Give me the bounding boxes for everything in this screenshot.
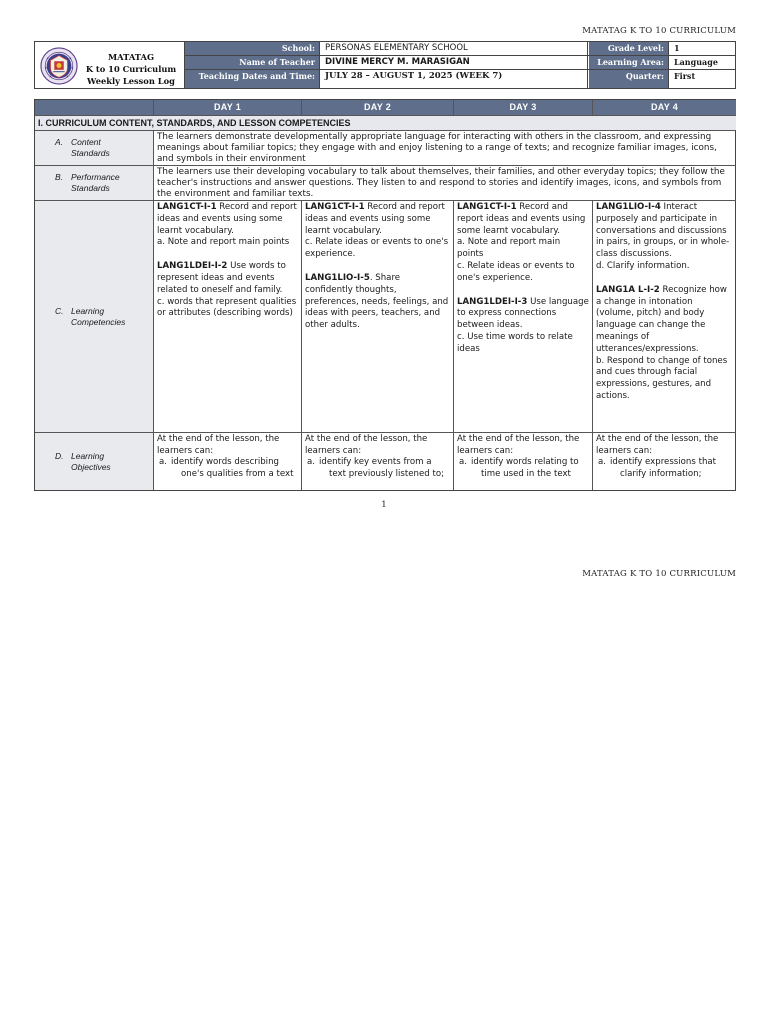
learning-area-value: Language [674,57,718,67]
competency-text: . Share confidently thoughts, preferences, needs, feelings, and ideas with peers, teachers, and other adults. [305,272,449,331]
competency-code: LANG1LDEI-I-2 [157,261,228,272]
row-label-line: Standards [71,148,110,158]
day-header-3: DAY 3 [454,100,593,116]
competencies-day-1 [154,201,302,433]
competencies-day-4 [593,201,736,433]
school-label: School: [185,42,320,55]
competency-text: d. Clarify information. [596,260,690,271]
competency-paragraph [305,202,450,237]
competency-paragraph [596,285,733,356]
objective-item: identify words relating to time used in the text [471,457,579,479]
learning-area-label: Learning Area: [589,56,669,69]
performance-standards-text: The learners use their developing vocabulary to talk about themselves, their families, and other everyday topics; they follow the teacher's instructions and answer questions. They listen to and respond to stories and identify images, icons, and symbols from the environment and familiar texts. [154,166,736,201]
objectives-day-4 [593,433,736,490]
competency-paragraph [157,261,298,296]
competency-paragraph [457,202,589,237]
competency-paragraph [305,273,450,332]
competency-paragraph [596,202,733,261]
objectives-intro: At the end of the lesson, the learners can: [157,434,280,456]
competency-text: c. Use time words to relate ideas [457,331,573,354]
day-header-1: DAY 1 [154,100,302,116]
competency-paragraph [457,332,589,356]
row-letter: A. [55,137,64,147]
list-marker: a. [159,457,167,467]
teaching-dates-label: Teaching Dates and Time: [185,70,320,88]
row-label-content-standards [35,131,154,166]
grade-level-label: Grade Level: [589,42,669,55]
school-value: PERSONAS ELEMENTARY SCHOOL [321,42,588,55]
competencies-day-2 [302,201,454,433]
header-row-dates [185,70,736,88]
competency-paragraph [157,202,298,237]
quarter-value: First [674,71,696,81]
header-row-school [185,42,736,56]
objectives-day-1 [154,433,302,490]
competency-text: b. Respond to change of tones and cues through facial expressions, gestures, and actions. [596,355,728,401]
competency-paragraph [157,237,298,249]
competency-paragraph [305,237,450,261]
objective-item: identify key events from a text previously listened to; [319,457,444,479]
competency-code: LANG1CT-I-1 [457,202,517,212]
day-header-empty [35,100,154,116]
title-line-1: MATATAG [107,52,155,62]
competency-paragraph [457,297,589,332]
list-marker: a. [307,457,315,467]
lesson-log-header [34,41,736,89]
competency-text: Recognize how a change in intonation (volume, pitch) and body language can change the meanings of utterances/expressions. [596,284,727,354]
paragraph-gap [305,261,450,273]
teacher-value: DIVINE MERCY M. MARASIGAN [321,56,588,69]
teacher-label: Name of Teacher [185,56,320,69]
competency-paragraph [596,356,733,403]
competency-text: c. words that represent qualities or attributes (describing words) [157,296,297,319]
competency-paragraph [457,237,589,261]
objectives-day-3 [454,433,593,490]
section-title: I. CURRICULUM CONTENT, STANDARDS, AND LESSON COMPETENCIES [35,116,736,131]
competencies-day-3 [454,201,593,433]
title-line-3: Weekly Lesson Log [87,76,175,86]
competency-text: a. Note and report main points [457,237,561,260]
row-letter: D. [55,450,64,461]
competency-text: Record and report ideas and events using some learnt vocabulary. [305,202,445,236]
competency-text: Use words to represent ideas and events related to oneself and family. [157,261,286,295]
row-label-line: Performance [71,172,120,182]
row-label-line: Content [71,137,101,147]
competency-text: Use language to express connections between ideas. [457,296,589,331]
page-number: 1 [381,500,387,510]
competency-code: LANG1LIO-I-5 [305,272,370,283]
row-label-line: Standards [71,183,110,193]
competency-code: LANG1CT-I-1 [157,202,217,212]
teaching-dates-value: JULY 28 – AUGUST 1, 2025 (WEEK 7) [321,70,588,88]
row-label-line: Objectives [71,461,111,472]
row-label-learning-objectives [35,433,154,490]
competency-text: c. Relate ideas or events to one's experience. [305,237,449,260]
content-standards-text: The learners demonstrate developmentally appropriate language for interacting with others in the classroom, and expressing meanings about familiar topics; they engage with and enjoy listening to a range of texts; and recognize familiar images, icons, and symbols in their environment [154,131,736,166]
row-letter: B. [55,172,64,182]
objectives-intro: At the end of the lesson, the learners can: [596,434,719,456]
row-label-learning-competencies [35,201,154,433]
row-label-performance-standards [35,166,154,201]
lesson-log-title [79,51,183,87]
competency-text: c. Relate ideas or events to one's experience. [457,260,575,283]
row-label-line: Learning [71,450,105,461]
competency-text: a. Note and report main points [157,237,290,248]
list-marker: a. [598,457,606,467]
competency-text: Record and report ideas and events using some learnt vocabulary. [457,202,586,236]
deped-seal-icon [40,47,78,85]
logo-title-cell [35,42,185,88]
paragraph-gap [157,249,298,261]
header-row-teacher [185,56,736,70]
quarter-label: Quarter: [589,70,669,88]
competency-paragraph [157,297,298,321]
title-line-2: K to 10 Curriculum [85,64,177,74]
day-header-2: DAY 2 [302,100,454,116]
competency-code: LANG1CT-I-1 [305,202,365,212]
curriculum-tag-next-page: MATATAG K TO 10 CURRICULUM [582,569,736,579]
row-label-line: Competencies [71,316,126,327]
competency-code: LANG1LIO-I-4 [596,202,661,212]
competency-text: Interact purposely and participate in conversations and discussions in pairs, in groups, or in whole-class discussions. [596,202,730,260]
competency-code: LANG1LDEI-I-3 [457,296,528,307]
lesson-table [34,99,736,491]
curriculum-tag: MATATAG K TO 10 CURRICULUM [582,26,736,36]
competency-paragraph [457,261,589,285]
paragraph-gap [457,285,589,297]
row-letter: C. [55,305,64,316]
objectives-intro: At the end of the lesson, the learners can: [457,434,580,456]
list-marker: a. [459,457,467,467]
day-header-4: DAY 4 [593,100,736,116]
competency-text: Record and report ideas and events using some learnt vocabulary. [157,202,297,236]
paragraph-gap [596,273,733,285]
objective-item: identify expressions that clarify information; [610,457,717,479]
competency-paragraph [596,261,733,273]
objectives-intro: At the end of the lesson, the learners can: [305,434,428,456]
competency-code: LANG1A L-I-2 [596,284,660,295]
objectives-day-2 [302,433,454,490]
grade-level-value: 1 [674,43,680,53]
row-label-line: Learning [71,305,105,316]
objective-item: identify words describing one's qualities from a text [171,457,294,479]
